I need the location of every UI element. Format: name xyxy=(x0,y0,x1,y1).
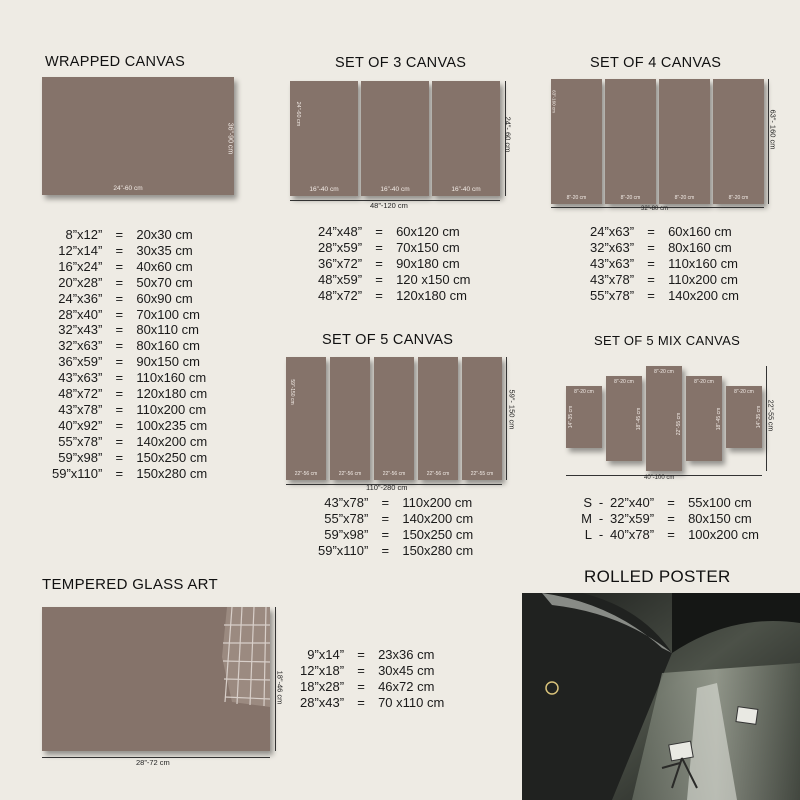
cm-size: 150x280 cm xyxy=(402,542,474,558)
set5-size-row xyxy=(318,543,473,559)
cm-size: 60x90 cm xyxy=(136,290,193,306)
wrapped-size-row xyxy=(52,275,207,291)
wrapped-canvas-panel xyxy=(42,77,234,195)
set4-size-row xyxy=(590,240,739,256)
equals-sign: = xyxy=(647,271,655,287)
inch-size: 32”x59” xyxy=(610,510,655,526)
equals-sign: = xyxy=(115,274,124,290)
cm-size: 80x110 cm xyxy=(136,322,199,338)
equals-sign: = xyxy=(115,242,124,258)
set5-panel-1 xyxy=(286,357,326,480)
set5-panel-3 xyxy=(374,357,414,480)
wrapped-size-row xyxy=(52,386,207,402)
equals-sign: = xyxy=(357,662,365,678)
set5-panel-4-label: 22”-56 cm xyxy=(426,471,450,477)
set3-size-row xyxy=(318,256,471,272)
cm-size: 30x45 cm xyxy=(378,662,435,678)
mix5-total-height: 22”-55 cm xyxy=(766,399,774,432)
mix5-panel-5-width: 8”-20 cm xyxy=(734,389,754,395)
poster-title: ROLLED POSTER xyxy=(584,567,731,586)
cm-size: 110x160 cm xyxy=(136,370,207,386)
equals-sign: = xyxy=(115,290,124,306)
size-code: M xyxy=(581,510,592,526)
set3-total-width: 48”-120 cm xyxy=(370,201,408,210)
inch-size: 55”x78” xyxy=(324,510,369,526)
inch-size: 22”x40” xyxy=(610,495,655,510)
inch-size: 48”x72” xyxy=(58,386,103,402)
equals-sign: = xyxy=(667,495,675,510)
wrapped-height-label: 36”-90 cm xyxy=(226,122,234,155)
equals-sign: = xyxy=(115,227,124,242)
inch-size: 9”x14” xyxy=(307,647,345,662)
set4-panel-4 xyxy=(713,79,764,204)
cm-size: 50x70 cm xyxy=(136,274,193,290)
equals-sign: = xyxy=(647,287,655,303)
set3-panel-2 xyxy=(361,81,429,196)
equals-sign: = xyxy=(647,239,655,255)
set5-size-row xyxy=(318,511,473,527)
equals-sign: = xyxy=(381,495,390,510)
cm-size: 150x280 cm xyxy=(136,465,208,481)
set3-size-row xyxy=(318,240,471,256)
dash: - xyxy=(598,526,604,542)
cm-size: 120x180 cm xyxy=(136,386,208,402)
rolled-poster-image xyxy=(522,593,800,800)
inch-size: 59”x98” xyxy=(324,526,369,542)
mix5-panel-1-height: 14”-35 cm xyxy=(568,405,574,429)
cm-size: 70x100 cm xyxy=(136,306,200,322)
wrapped-size-row xyxy=(52,227,207,243)
wrapped-size-row xyxy=(52,259,207,275)
mix5-panel-5 xyxy=(726,386,762,448)
set4-panel-3-label: 8”-20 cm xyxy=(674,195,695,201)
wrapped-size-row xyxy=(52,291,207,307)
inch-size: 28”x43” xyxy=(300,694,345,710)
inch-size: 48”x72” xyxy=(318,287,363,303)
wrapped-size-row xyxy=(52,243,207,259)
wrapped-size-row xyxy=(52,370,207,386)
inch-size: 59”x98” xyxy=(58,449,103,465)
equals-sign: = xyxy=(115,354,124,370)
glass-width-label: 28”-72 cm xyxy=(136,758,170,767)
cm-size: 140x200 cm xyxy=(402,510,474,526)
inch-size: 32”x63” xyxy=(58,338,103,354)
set4-total-width: 32”-80 cm xyxy=(641,206,669,212)
set3-title: SET OF 3 CANVAS xyxy=(335,55,467,71)
wrapped-size-row xyxy=(52,402,207,418)
size-code: S xyxy=(583,495,592,510)
set5-total-height: 59”- 150 cm xyxy=(507,389,517,430)
cm-size: 150x250 cm xyxy=(402,526,474,542)
cm-size: 90x180 cm xyxy=(396,255,460,271)
glass-reflection-grid xyxy=(42,607,270,751)
cm-size: 140x200 cm xyxy=(668,287,739,303)
mix5-panel-3 xyxy=(646,366,682,471)
set4-panel-3 xyxy=(659,79,710,204)
inch-size: 12”x14” xyxy=(58,242,103,258)
inch-size: 43”x63” xyxy=(590,255,635,271)
set4-size-table xyxy=(590,224,739,304)
equals-sign: = xyxy=(357,647,365,662)
mix5-panel-3-width: 8”-20 cm xyxy=(654,369,674,375)
equals-sign: = xyxy=(115,465,124,481)
mix5-total-width: 40”-100 cm xyxy=(644,475,675,481)
cm-size: 40x60 cm xyxy=(136,258,193,274)
wrapped-size-row xyxy=(52,450,207,466)
wrapped-size-row xyxy=(52,418,207,434)
mix5-panel-5-height: 14”-35 cm xyxy=(756,405,762,429)
set4-panel-2 xyxy=(605,79,656,204)
cm-size: 30x35 cm xyxy=(136,242,193,258)
glass-panel xyxy=(42,607,270,751)
set3-panel-2-label: 16”-40 cm xyxy=(380,186,410,193)
inch-size: 43”x78” xyxy=(58,401,103,417)
set5-panel-3-label: 22”-56 cm xyxy=(382,471,406,477)
set4-panel-height-label: 63”-160 cm xyxy=(551,90,557,113)
inch-size: 24”x63” xyxy=(590,224,635,239)
glass-size-row xyxy=(300,679,444,695)
mix5-panel-2-height: 18”-45 cm xyxy=(636,407,642,431)
cm-size: 120 x150 cm xyxy=(396,271,471,287)
mix5-size-table xyxy=(578,495,759,543)
equals-sign: = xyxy=(115,449,124,465)
equals-sign: = xyxy=(381,526,390,542)
glass-size-row xyxy=(300,663,444,679)
wrapped-size-row xyxy=(52,354,207,370)
inch-size: 16”x24” xyxy=(58,258,103,274)
cm-size: 55x100 cm xyxy=(688,495,752,510)
equals-sign: = xyxy=(647,224,655,239)
wrapped-size-row xyxy=(52,338,207,354)
wrapped-size-row xyxy=(52,466,207,482)
inch-size: 36”x59” xyxy=(58,354,103,370)
equals-sign: = xyxy=(375,224,383,239)
set3-panel-1 xyxy=(290,81,358,196)
set5-panel-2 xyxy=(330,357,370,480)
equals-sign: = xyxy=(381,510,390,526)
equals-sign: = xyxy=(115,338,124,354)
mix5-panel-3-height: 22”-55 cm xyxy=(676,412,682,436)
cm-size: 20x30 cm xyxy=(136,227,193,242)
equals-sign: = xyxy=(115,258,124,274)
wrapped-size-table xyxy=(52,227,207,482)
inch-size: 59”x110” xyxy=(318,542,369,558)
glass-height-label: 18”-46 cm xyxy=(275,670,285,705)
set5-panel-1-label: 22”-56 cm xyxy=(294,471,318,477)
inch-size: 24”x36” xyxy=(58,290,103,306)
set4-size-row xyxy=(590,272,739,288)
wrapped-canvas-title: WRAPPED CANVAS xyxy=(45,54,186,70)
rolled-poster-photo xyxy=(522,593,800,800)
cm-size: 100x235 cm xyxy=(136,417,208,433)
mix5-title: SET OF 5 MIX CANVAS xyxy=(594,333,741,348)
set4-panel-1 xyxy=(551,79,602,204)
size-code: L xyxy=(584,526,592,542)
set4-size-row xyxy=(590,288,739,304)
set5-panel-5 xyxy=(462,357,502,480)
set3-size-row xyxy=(318,288,471,304)
equals-sign: = xyxy=(115,417,124,433)
equals-sign: = xyxy=(647,255,655,271)
glass-size-row xyxy=(300,647,444,663)
wrapped-size-row xyxy=(52,434,207,450)
mix5-panel-2 xyxy=(606,376,642,461)
cm-size: 120x180 cm xyxy=(396,287,467,303)
mix5-size-row xyxy=(578,495,759,511)
inch-size: 32”x43” xyxy=(58,322,103,338)
inch-size: 40”x78” xyxy=(610,526,655,542)
set4-size-row xyxy=(590,256,739,272)
set4-title: SET OF 4 CANVAS xyxy=(590,55,722,71)
set4-size-row xyxy=(590,224,739,240)
inch-size: 28”x40” xyxy=(58,306,103,322)
mix5-size-row xyxy=(578,511,759,527)
inch-size: 43”x78” xyxy=(590,271,635,287)
mix5-panel-2-width: 8”-20 cm xyxy=(614,379,634,385)
cm-size: 70x150 cm xyxy=(396,239,460,255)
inch-size: 36”x72” xyxy=(318,255,363,271)
equals-sign: = xyxy=(667,526,675,542)
set5-panel-2-label: 22”-56 cm xyxy=(338,471,362,477)
equals-sign: = xyxy=(375,239,383,255)
inch-size: 55”x78” xyxy=(58,433,103,449)
mix5-size-row xyxy=(578,527,759,543)
equals-sign: = xyxy=(375,255,383,271)
dash: - xyxy=(598,510,604,526)
inch-size: 12”x18” xyxy=(300,662,345,678)
equals-sign: = xyxy=(115,401,124,417)
inch-size: 48”x59” xyxy=(318,271,363,287)
equals-sign: = xyxy=(115,386,124,402)
set3-size-row xyxy=(318,272,471,288)
mix5-panel-4-height: 18”-45 cm xyxy=(716,407,722,431)
inch-size: 43”x78” xyxy=(324,495,369,510)
mix5-panel-4-width: 8”-20 cm xyxy=(694,379,714,385)
cm-size: 110x200 cm xyxy=(136,401,207,417)
glass-size-row xyxy=(300,695,444,711)
equals-sign: = xyxy=(375,287,383,303)
cm-size: 80x160 cm xyxy=(136,338,200,354)
cm-size: 80x160 cm xyxy=(668,239,732,255)
cm-size: 140x200 cm xyxy=(136,433,208,449)
cm-size: 46x72 cm xyxy=(378,678,435,694)
set5-size-row xyxy=(318,527,473,543)
equals-sign: = xyxy=(667,510,675,526)
mix5-panel-1-width: 8”-20 cm xyxy=(574,389,594,395)
equals-sign: = xyxy=(115,306,124,322)
set5-panel-5-label: 22”-55 cm xyxy=(470,471,494,477)
set3-panel-height-label: 24”-60 cm xyxy=(295,101,301,127)
set3-size-table xyxy=(318,224,471,304)
set3-panel-3-label: 16”-40 cm xyxy=(451,186,481,193)
cm-size: 80x150 cm xyxy=(688,510,752,526)
inch-size: 32”x63” xyxy=(590,239,635,255)
inch-size: 43”x63” xyxy=(58,370,103,386)
inch-size: 8”x12” xyxy=(65,227,103,242)
set3-panel-3 xyxy=(432,81,500,196)
cm-size: 110x160 cm xyxy=(668,255,738,271)
mix5-panel-4 xyxy=(686,376,722,461)
cm-size: 60x120 cm xyxy=(396,224,460,239)
wrapped-size-row xyxy=(52,322,207,338)
cm-size: 23x36 cm xyxy=(378,647,435,662)
wrapped-size-row xyxy=(52,307,207,323)
set3-total-height: 24”- 60 cm xyxy=(503,116,513,153)
equals-sign: = xyxy=(381,542,390,558)
equals-sign: = xyxy=(357,678,365,694)
set5-total-width: 110”-280 cm xyxy=(366,483,408,492)
set4-panel-4-label: 8”-20 cm xyxy=(728,195,749,201)
equals-sign: = xyxy=(357,694,365,710)
glass-size-table xyxy=(300,647,444,711)
inch-size: 59”x110” xyxy=(52,465,103,481)
mix5-panel-1 xyxy=(566,386,602,448)
cm-size: 100x200 cm xyxy=(688,526,759,542)
inch-size: 24”x48” xyxy=(318,224,363,239)
inch-size: 40”x92” xyxy=(58,417,103,433)
set4-panel-2-label: 8”-20 cm xyxy=(620,195,641,201)
cm-size: 70 x110 cm xyxy=(378,694,445,710)
equals-sign: = xyxy=(115,322,124,338)
inch-size: 28”x59” xyxy=(318,239,363,255)
set4-panel-1-label: 8”-20 cm xyxy=(566,195,587,201)
cm-size: 60x160 cm xyxy=(668,224,732,239)
set3-size-row xyxy=(318,224,471,240)
set4-total-height: 63”- 160 cm xyxy=(768,109,778,150)
inch-size: 55”x78” xyxy=(590,287,635,303)
set5-panel-height-label: 59”-150 cm xyxy=(289,379,295,405)
dash: - xyxy=(598,495,604,510)
set5-panel-4 xyxy=(418,357,458,480)
inch-size: 18”x28” xyxy=(300,678,345,694)
set5-size-table xyxy=(318,495,473,559)
set3-panel-1-label: 16”-40 cm xyxy=(309,186,339,193)
cm-size: 110x200 cm xyxy=(402,495,473,510)
wrapped-width-label: 24”-60 cm xyxy=(113,185,143,192)
inch-size: 20”x28” xyxy=(58,274,103,290)
cm-size: 150x250 cm xyxy=(136,449,208,465)
equals-sign: = xyxy=(115,433,124,449)
equals-sign: = xyxy=(375,271,383,287)
set5-size-row xyxy=(318,495,473,511)
cm-size: 110x200 cm xyxy=(668,271,738,287)
equals-sign: = xyxy=(115,370,124,386)
cm-size: 90x150 cm xyxy=(136,354,200,370)
set5-title: SET OF 5 CANVAS xyxy=(322,332,454,348)
glass-title: TEMPERED GLASS ART xyxy=(42,576,219,593)
